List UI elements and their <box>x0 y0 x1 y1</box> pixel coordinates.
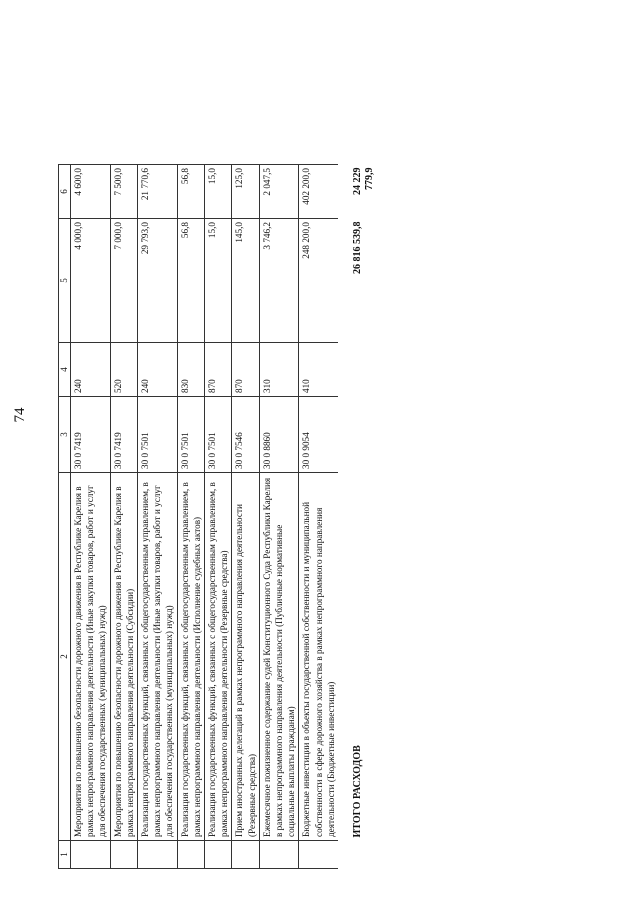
expense-type-code: 870 <box>232 343 259 397</box>
target-code: 30 0 7419 <box>71 397 111 473</box>
amount-year-1: 7 000,0 <box>110 219 137 343</box>
target-code: 30 0 7501 <box>205 397 232 473</box>
amount-year-1: 248 200,0 <box>299 219 338 343</box>
row-index-cell <box>71 841 111 869</box>
amount-year-2: 2 047,5 <box>259 165 299 219</box>
item-name: Прием иностранных делегаций в рамках непрограммного направления деятельности (Резервные средства) <box>232 473 259 841</box>
total-index-cell <box>338 841 377 869</box>
row-index-cell <box>259 841 299 869</box>
target-code: 30 0 7501 <box>177 397 204 473</box>
amount-year-1: 4 000,0 <box>71 219 111 343</box>
expense-type-code: 830 <box>177 343 204 397</box>
total-empty-cell <box>338 397 377 473</box>
row-index-cell <box>177 841 204 869</box>
column-number: 5 <box>59 219 71 343</box>
amount-year-2: 15,0 <box>205 165 232 219</box>
table-row <box>71 165 111 869</box>
amount-year-1: 145,0 <box>232 219 259 343</box>
amount-year-2: 7 500,0 <box>110 165 137 219</box>
item-name: Мероприятия по повышению безопасности дорожного движения в Республике Карелия в рамках непрограммного направления деятельности (Субсидии) <box>110 473 137 841</box>
table-row <box>299 165 338 869</box>
column-number: 2 <box>59 473 71 841</box>
target-code: 30 0 9054 <box>299 397 338 473</box>
total-row <box>338 165 377 869</box>
table-row <box>205 165 232 869</box>
item-name: Реализация государственных функций, связанных с общегосударственным управлением, в рамках непрограммного направления деятельности (Иные закупки товаров, работ и услуг для обеспечения государственных (муниципальных) нужд) <box>138 473 178 841</box>
row-index-cell <box>232 841 259 869</box>
row-index-cell <box>138 841 178 869</box>
table-row <box>259 165 299 869</box>
amount-year-2: 125,0 <box>232 165 259 219</box>
amount-year-1: 3 746,2 <box>259 219 299 343</box>
amount-year-1: 29 793,0 <box>138 219 178 343</box>
amount-year-2: 402 200,0 <box>299 165 338 219</box>
row-index-cell <box>110 841 137 869</box>
expense-type-code: 870 <box>205 343 232 397</box>
amount-year-1: 15,0 <box>205 219 232 343</box>
total-label: ИТОГО РАСХОДОВ <box>352 745 364 838</box>
column-number: 6 <box>59 165 71 219</box>
amount-year-2: 56,8 <box>177 165 204 219</box>
budget-table <box>58 164 377 869</box>
expense-type-code: 520 <box>110 343 137 397</box>
amount-year-1: 56,8 <box>177 219 204 343</box>
column-number-row <box>59 165 71 869</box>
row-index-cell <box>205 841 232 869</box>
amount-year-2: 4 600,0 <box>71 165 111 219</box>
column-number: 4 <box>59 343 71 397</box>
amount-year-2: 21 770,6 <box>138 165 178 219</box>
target-code: 30 0 7546 <box>232 397 259 473</box>
table-row <box>177 165 204 869</box>
page-number: 74 <box>12 407 28 423</box>
expense-type-code: 240 <box>138 343 178 397</box>
item-name: Реализация государственных функций, связанных с общегосударственным управлением, в рамках непрограммного направления деятельности (Исполнение судебных актов) <box>177 473 204 841</box>
item-name: Ежемесячное пожизненное содержание судей Конституционного Суда Республики Карелия в рамках непрограммного направления деятельности (Публичные нормативные социальные выплаты гражданам) <box>259 473 299 841</box>
table-row <box>138 165 178 869</box>
column-number: 1 <box>59 841 71 869</box>
total-amount-year-1: 26 816 539,8 <box>352 221 364 274</box>
table-row <box>110 165 137 869</box>
expense-type-code: 240 <box>71 343 111 397</box>
target-code: 30 0 7501 <box>138 397 178 473</box>
item-name: Реализация государственных функций, связанных с общегосударственным управлением, в рамках непрограммного направления деятельности (Резервные средства) <box>205 473 232 841</box>
item-name: Бюджетные инвестиции в объекты государственной собственности и муниципальной собственности в сфере дорожного хозяйства в рамках непрограммного направления деятельности (Бюджетные инвестиции) <box>299 473 338 841</box>
target-code: 30 0 7419 <box>110 397 137 473</box>
item-name: Мероприятия по повышению безопасности дорожного движения в Республике Карелия в рамках непрограммного направления деятельности (Иные закупки товаров, работ и услуг для обеспечения государственных (муниципальных) нужд) <box>71 473 111 841</box>
row-index-cell <box>299 841 338 869</box>
expense-type-code: 310 <box>259 343 299 397</box>
total-amount-year-2: 24 229 779,9 <box>352 167 376 195</box>
expense-type-code: 410 <box>299 343 338 397</box>
total-empty-cell <box>338 343 377 397</box>
table-row <box>232 165 259 869</box>
column-number: 3 <box>59 397 71 473</box>
target-code: 30 0 8860 <box>259 397 299 473</box>
